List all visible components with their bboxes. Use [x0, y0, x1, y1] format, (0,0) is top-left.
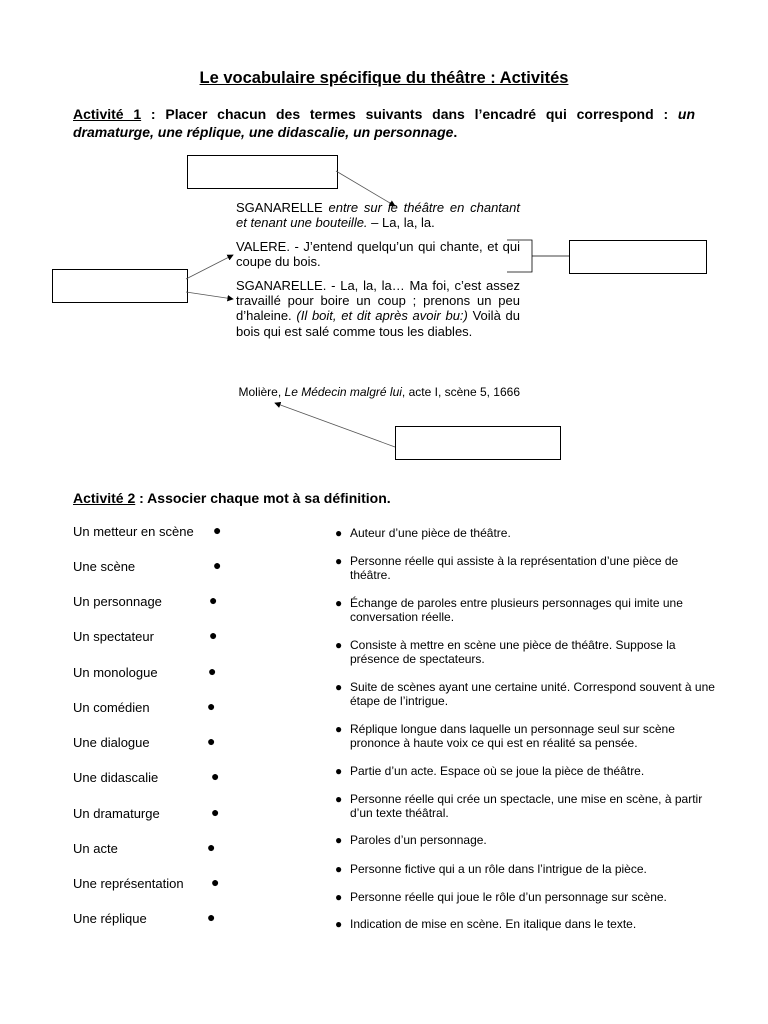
- term-item[interactable]: [73, 700, 233, 718]
- term-label: Un comédien: [73, 700, 150, 715]
- term-item[interactable]: [73, 911, 233, 929]
- arrow-to-valere: [186, 255, 233, 279]
- term-label: Un metteur en scène: [73, 524, 194, 539]
- term-label: Un acte: [73, 841, 118, 856]
- term-item[interactable]: [73, 806, 233, 824]
- extract-paragraph-1: [236, 200, 520, 231]
- definition-item[interactable]: [335, 526, 715, 540]
- match-dot[interactable]: ●: [209, 592, 218, 608]
- match-dot[interactable]: ●: [211, 874, 220, 890]
- match-dot[interactable]: ●: [335, 554, 343, 568]
- arrow-to-sganarelle: [186, 292, 233, 299]
- definition-text: Personne fictive qui a un rôle dans l’intrigue de la pièce.: [350, 862, 647, 876]
- term-item[interactable]: [73, 841, 233, 859]
- definition-text: Échange de paroles entre plusieurs personnages qui imite une conversation réelle.: [350, 596, 683, 624]
- definition-text: Indication de mise en scène. En italique dans le texte.: [350, 917, 637, 931]
- extract-paragraph-3: [236, 278, 520, 340]
- definition-item[interactable]: [335, 833, 715, 847]
- definition-text: Paroles d’un personnage.: [350, 833, 487, 847]
- term-item[interactable]: [73, 876, 233, 894]
- term-label: Une représentation: [73, 876, 184, 891]
- page-title: Le vocabulaire spécifique du théâtre : Activités: [199, 69, 569, 87]
- term-label: Une scène: [73, 559, 136, 574]
- definition-item[interactable]: [335, 680, 715, 708]
- match-dot[interactable]: ●: [335, 764, 343, 778]
- match-dot[interactable]: ●: [211, 804, 220, 820]
- definition-text: Consiste à mettre en scène une pièce de théâtre. Suppose la présence de spectateurs.: [350, 638, 676, 666]
- term-label: Une réplique: [73, 911, 147, 926]
- definition-text: Suite de scènes ayant une certaine unité. Correspond souvent à une étape de l’intrigue.: [350, 680, 715, 708]
- term-label: Une dialogue: [73, 735, 150, 750]
- term-label: Un personnage: [73, 594, 162, 609]
- definition-item[interactable]: [335, 890, 715, 904]
- definition-item[interactable]: [335, 764, 715, 778]
- definition-item[interactable]: [335, 596, 715, 624]
- match-dot[interactable]: ●: [335, 890, 343, 904]
- definition-text: Partie d’un acte. Espace où se joue la pièce de théâtre.: [350, 764, 645, 778]
- match-dot[interactable]: ●: [335, 917, 343, 931]
- match-dot[interactable]: ●: [209, 627, 218, 643]
- term-label: Un monologue: [73, 665, 158, 680]
- definition-item[interactable]: [335, 792, 715, 820]
- term-item[interactable]: [73, 629, 233, 647]
- term-item[interactable]: [73, 559, 233, 577]
- definition-item[interactable]: [335, 917, 715, 931]
- arrow-to-source: [275, 403, 395, 447]
- match-dot[interactable]: ●: [335, 722, 343, 736]
- activity-2-label: Activité 2: [73, 490, 136, 506]
- match-dot[interactable]: ●: [208, 663, 217, 679]
- match-dot[interactable]: ●: [335, 680, 343, 694]
- stage-direction: entre sur le théâtre en chantant et tenant une bouteille.: [236, 200, 520, 231]
- match-dot[interactable]: ●: [211, 768, 220, 784]
- match-dot[interactable]: ●: [207, 909, 216, 925]
- match-dot[interactable]: ●: [207, 733, 216, 749]
- term-item[interactable]: [73, 770, 233, 788]
- definition-item[interactable]: [335, 554, 715, 582]
- activity-1-end: .: [453, 124, 458, 140]
- definition-text: Auteur d’une pièce de théâtre.: [350, 526, 511, 540]
- definition-text: Personne réelle qui assiste à la représentation d’une pièce de théâtre.: [350, 554, 679, 582]
- match-dot[interactable]: ●: [335, 596, 343, 610]
- term-item[interactable]: [73, 665, 233, 683]
- extract-source: [236, 385, 520, 399]
- term-label: Un dramaturge: [73, 806, 160, 821]
- term-label: Un spectateur: [73, 629, 154, 644]
- match-dot[interactable]: ●: [207, 839, 216, 855]
- match-dot[interactable]: ●: [335, 792, 343, 806]
- definition-text: Réplique longue dans laquelle un personnage seul sur scène prononce à haute voix ce qui est en réalité sa pensée.: [350, 722, 675, 750]
- definition-item[interactable]: [335, 722, 715, 750]
- activity-1-label: Activité 1: [73, 106, 142, 122]
- definition-text: Personne réelle qui joue le rôle d’un personnage sur scène.: [350, 890, 667, 904]
- definition-item[interactable]: [335, 638, 715, 666]
- extract-paragraph-2: VALERE. - J’entend quelqu’un qui chante, et qui coupe du bois.: [236, 238, 520, 270]
- activity-1-text: : Placer chacun des termes suivants dans l’encadré qui correspond :: [141, 106, 678, 122]
- source-author: Molière,: [238, 385, 285, 399]
- source-title: Le Médecin malgré lui: [284, 385, 402, 399]
- source-details: , acte I, scène 5, 1666: [401, 385, 520, 399]
- stage-direction: (Il boit, et dit après avoir bu:): [296, 308, 468, 324]
- activity-2-text: : Associer chaque mot à sa définition.: [135, 490, 391, 506]
- theatre-extract: [236, 200, 520, 339]
- activity-1-terms: un dramaturge, une réplique, une didascalie, un personnage: [73, 106, 695, 140]
- match-dot[interactable]: ●: [213, 557, 222, 573]
- match-dot[interactable]: ●: [335, 862, 343, 876]
- match-dot[interactable]: ●: [335, 526, 343, 540]
- match-dot[interactable]: ●: [207, 698, 216, 714]
- definition-text: Personne réelle qui crée un spectacle, une mise en scène, à partir d’un texte théâtral.: [350, 792, 703, 820]
- activity-2-instruction: [73, 490, 391, 506]
- term-item[interactable]: [73, 735, 233, 753]
- line-text: SGANARELLE. - La, la, la… Ma foi, c’est assez travaillé pour boire un coup ; prenons un peu d’haleine.: [236, 277, 520, 324]
- term-label: Une didascalie: [73, 770, 159, 785]
- term-item[interactable]: [73, 524, 233, 542]
- speaker-name: SGANARELLE: [236, 200, 329, 215]
- term-item[interactable]: [73, 594, 233, 612]
- match-dot[interactable]: ●: [213, 522, 222, 538]
- definition-item[interactable]: [335, 862, 715, 876]
- line-text: – La, la, la.: [367, 215, 435, 231]
- match-dot[interactable]: ●: [335, 833, 343, 847]
- match-dot[interactable]: ●: [335, 638, 343, 652]
- line-text: Voilà du bois qui est salé comme tous les diables.: [236, 308, 520, 339]
